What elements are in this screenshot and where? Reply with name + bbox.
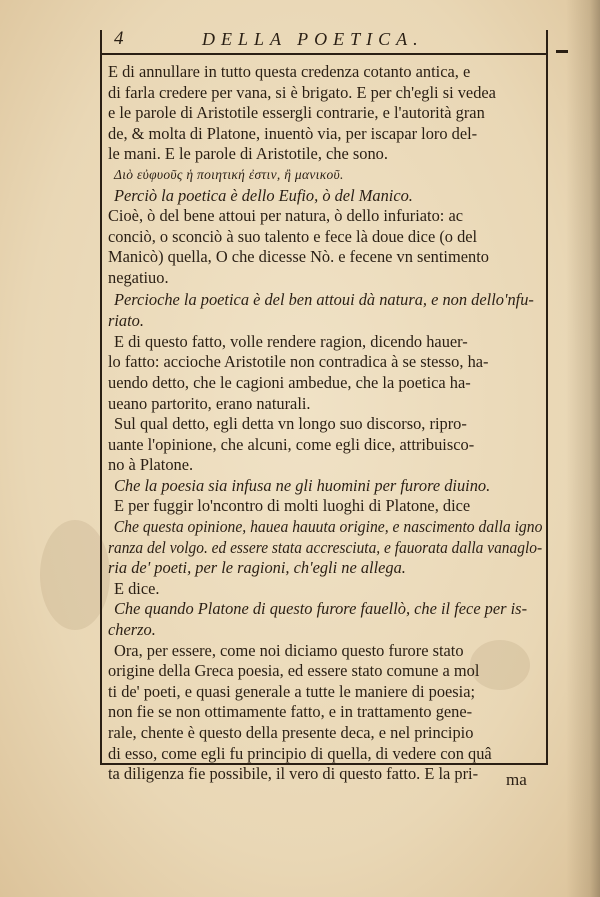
text-line: non fie se non ottimamente fatto, e in trattamento gene- xyxy=(108,702,473,722)
text-line: E di questo fatto, volle rendere ragion, dicendo hauer- xyxy=(114,331,468,351)
margin-mark xyxy=(556,50,568,53)
text-line: rale, chente è questo della presente deca, e nel principio xyxy=(108,723,474,742)
text-line: le mani. E le parole di Aristotile, che sono. xyxy=(108,144,388,164)
text-line: ueano partorito, erano naturali. xyxy=(108,393,311,413)
text-line: E dice. xyxy=(114,578,160,598)
text-line: negatiuo. xyxy=(108,267,169,287)
italic-quotation: ria de' poeti, per le ragioni, ch'egli ne allega. xyxy=(108,558,406,578)
greek-quotation: Διὸ εὐφυοῦς ἡ ποιητική ἐστιν, ἢ μανικοῦ. xyxy=(114,166,344,182)
text-line: e le parole di Aristotile essergli contrarie, e l'autorità gran xyxy=(108,103,485,123)
text-line: Sul qual detto, egli detta vn longo suo discorso, ripro- xyxy=(114,414,467,434)
running-head: DELLA POETICA. xyxy=(202,29,424,49)
text-line: E di annullare in tutto questa credenza cotanto antica, e xyxy=(108,62,471,81)
text-line: Manicò) quella, O che dicesse Nò. e fecene vn sentimento xyxy=(108,247,489,267)
text-line: uendo detto, che le cagioni ambedue, che la poetica ha- xyxy=(108,372,471,392)
italic-quotation: Che questa opinione, hauea hauuta origine, e nascimento dalla igno xyxy=(113,517,543,537)
italic-quotation: riato. xyxy=(108,311,144,331)
page-header xyxy=(106,26,544,56)
text-line: origine della Greca poesia, ed essere stato comune a mol xyxy=(108,661,480,681)
text-block xyxy=(108,62,542,785)
italic-quotation: ranza del volgo. ed essere stata accresciuta, e fauorata dalla vanaglo- xyxy=(108,537,543,557)
page-edge-shadow xyxy=(566,0,600,897)
italic-quotation: Che quando Platone di questo furore fauellò, che il fece per is- xyxy=(114,599,528,619)
italic-quotation: Percioche la poetica è del ben attoui dà natura, e non dello'nfu- xyxy=(114,289,534,309)
text-line: Ora, per essere, come noi diciamo questo furore stato xyxy=(114,640,464,660)
italic-quotation: Che la poesia sia infusa ne gli huomini per furore diuino. xyxy=(114,475,491,495)
italic-quotation: Perciò la poetica è dello Eufio, ò del Manico. xyxy=(114,185,413,205)
page-number: 4 xyxy=(114,28,124,49)
text-line: di esso, come egli fu principio di quella, di vedere con quâ xyxy=(108,743,492,763)
text-line: no à Platone. xyxy=(108,455,194,475)
italic-quotation: cherzo. xyxy=(108,620,156,640)
text-line: conciò, o sconciò à suo talento e fece là doue dice (o del xyxy=(108,226,478,246)
text-line: Cioè, ò del bene attoui per natura, ò dello infuriato: ac xyxy=(108,206,464,226)
text-line: lo fatto: accioche Aristotile non contradica à se stesso, ha- xyxy=(108,352,489,372)
frame-rule-right xyxy=(546,30,548,764)
text-line: de, & molta di Platone, inuentò via, per iscapar loro del- xyxy=(108,123,478,143)
text-line: ta diligenza fie possibile, il vero di questo fatto. E la pri- xyxy=(108,764,479,784)
text-line: E per fuggir lo'ncontro di molti luoghi di Platone, dice xyxy=(114,496,471,516)
text-line: di farla credere per vana, si è brigato. E per ch'egli si vedea xyxy=(108,82,496,102)
text-line: uante l'opinione, che alcuni, come egli dice, attribuisco- xyxy=(108,434,475,454)
frame-rule-left xyxy=(100,30,102,764)
text-line: ti de' poeti, e quasi generale a tutte le maniere di poesia; xyxy=(108,681,476,701)
catchword: ma xyxy=(506,770,527,789)
